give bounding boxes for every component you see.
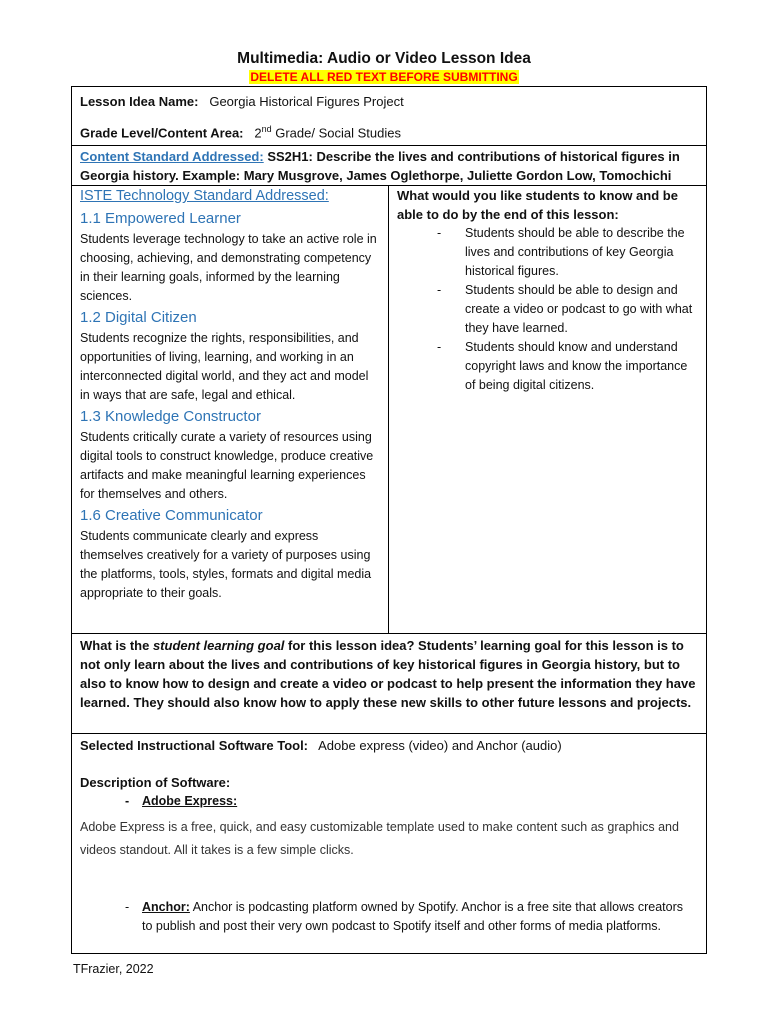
software-name-adobe: Adobe Express: [142, 794, 238, 808]
content-standard-row [72, 146, 706, 186]
software-item-anchor [80, 898, 698, 936]
iste-column [72, 186, 389, 633]
software-description-label: Description of Software: [80, 775, 231, 790]
learning-goal-text: for this lesson idea? Students’ learning goal for this lesson is to not only learn about the lives and contributions of key historical figures in Georgia history, but to also to know how to design and create a video or podcast to help present the information they have learned. They should also know how to apply these new skills to other future lessons and projects. [80, 638, 696, 710]
iste-heading-4: 1.6 Creative Communicator [80, 507, 263, 524]
software-tool-value: Adobe express (video) and Anchor (audio) [318, 738, 562, 753]
iste-heading-3: 1.3 Knowledge Constructor [80, 408, 261, 425]
objectives-list [397, 224, 698, 395]
list-item: - Students should be able to describe the lives and contributions of key Georgia historical figures. [437, 224, 698, 281]
standards-row [72, 186, 706, 634]
software-row [72, 734, 706, 953]
learning-goal-prefix: What is the [80, 638, 153, 653]
lesson-name-line [80, 92, 698, 111]
dash-mark: - [125, 794, 130, 808]
iste-heading-2: 1.2 Digital Citizen [80, 309, 197, 326]
content-standard-text: SS2H1: Describe the lives and contributions of historical figures in Georgia history. Example: Mary Musgrove, James Oglethorpe, Juliette Gordon Low, Tomochichi [80, 149, 680, 183]
software-item-adobe [80, 792, 698, 811]
grade-line [80, 120, 698, 142]
software-tool-label: Selected Instructional Software Tool: [80, 738, 309, 753]
red-notice-text: DELETE ALL RED TEXT BEFORE SUBMITTING [250, 70, 518, 84]
iste-text-1: Students leverage technology to take an active role in choosing, achieving, and demonstrating competency in their learning goals, informed by the learning sciences. [80, 232, 377, 303]
content-standard [80, 147, 698, 185]
objectives-column [389, 186, 706, 633]
lesson-name-label: Lesson Idea Name: [80, 94, 199, 109]
red-notice [0, 69, 768, 84]
lesson-name-value: Georgia Historical Figures Project [209, 94, 404, 109]
software-tool-line [80, 736, 698, 755]
list-item: - Students should know and understand copyright laws and know the importance of being digital citizens. [437, 338, 698, 395]
iste-text-3: Students critically curate a variety of resources using digital tools to construct knowledge, produce creative artifacts and make meaningful learning experiences for themselves and others. [80, 430, 374, 501]
iste-label: ISTE Technology Standard Addressed: [80, 188, 329, 204]
footer-author: TFrazier, 2022 [73, 962, 154, 976]
lesson-table [71, 86, 707, 954]
iste-text-2: Students recognize the rights, responsibilities, and opportunities of living, learning, and working in an interconnected digital world, and they act and model in ways that are safe, legal and ethical. [80, 331, 369, 402]
software-text-adobe: Adobe Express is a free, quick, and easy customizable template used to make content such as graphics and videos standout. All it takes is a few simple clicks. [80, 820, 679, 857]
grade-number: 2 [254, 125, 262, 141]
document-title: Multimedia: Audio or Video Lesson Idea [237, 50, 531, 67]
learning-goal-emphasis: student learning goal [152, 638, 285, 653]
learning-goal-row [72, 634, 706, 734]
lesson-info-row [72, 87, 706, 146]
grade-rest: Grade/ Social Studies [271, 125, 401, 141]
grade-suffix: nd [261, 124, 272, 134]
grade-label: Grade Level/Content Area: [80, 125, 244, 141]
objectives-question: What would you like students to know and be able to do by the end of this lesson: [397, 188, 678, 222]
iste-text-4: Students communicate clearly and express themselves creatively for a variety of purposes using the platforms, tools, styles, formats and digital media appropriate to their goals. [80, 529, 372, 600]
list-item: - Students should be able to design and create a video or podcast to go with what they have learned. [437, 281, 698, 338]
dash-mark: - [125, 900, 130, 914]
software-text-anchor: Anchor is podcasting platform owned by Spotify. Anchor is a free site that allows creators to publish and post their very own podcast to Spotify itself and other forms of media platforms. [142, 900, 683, 933]
software-name-anchor: Anchor: [142, 900, 190, 914]
iste-heading-1: 1.1 Empowered Learner [80, 210, 241, 227]
learning-goal [80, 636, 698, 712]
content-standard-label: Content Standard Addressed: [80, 149, 264, 164]
